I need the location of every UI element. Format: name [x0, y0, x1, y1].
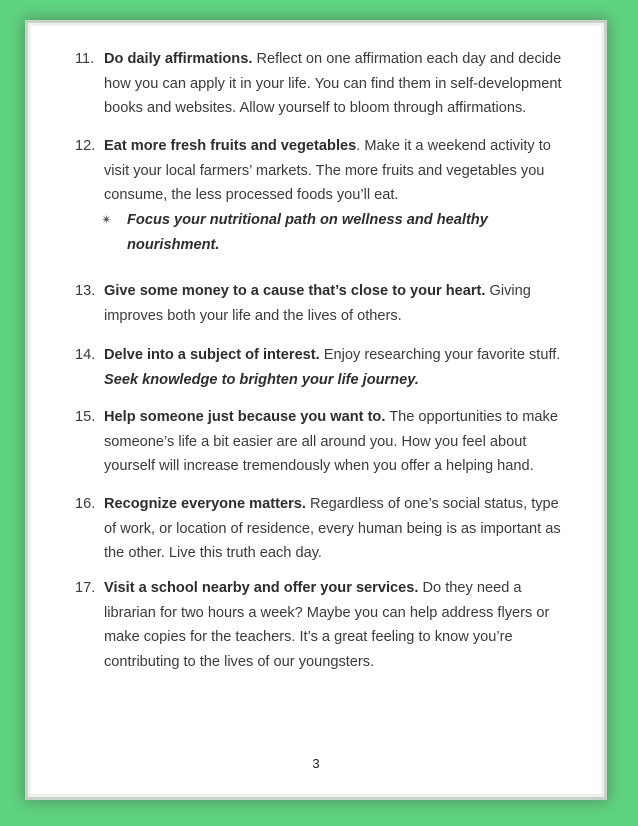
item-text: Do they need a librarian for two hours a week? Maybe you can help address flyers or make copies for the teachers. It’s a great feeling to know you’re contributing to the lives of our youngsters. — [104, 580, 550, 670]
document-page — [31, 26, 601, 794]
item-number: 14. — [75, 347, 96, 363]
item-number: 15. — [75, 409, 96, 425]
item-lead: Do daily affirmations. — [104, 51, 253, 67]
item-text: Giving improves both your life and the lives of others. — [104, 283, 531, 324]
item-number: 17. — [75, 580, 96, 596]
sub-bullet-text: Focus your nutritional path on wellness and healthy nourishment. — [127, 212, 488, 253]
item-number: 11. — [75, 51, 95, 67]
item-emphasis: Seek knowledge to brighten your life journey. — [104, 371, 419, 388]
item-number: 12. — [75, 138, 96, 154]
item-body — [104, 134, 566, 208]
item-lead: Delve into a subject of interest. — [104, 347, 320, 363]
item-body — [104, 405, 566, 479]
item-body — [104, 343, 566, 392]
item-body — [104, 47, 566, 121]
star-bullet-icon: ✴ — [101, 212, 112, 227]
item-number: 16. — [75, 496, 96, 512]
page-number: 3 — [312, 756, 320, 771]
item-lead: Visit a school nearby and offer your services. — [104, 580, 419, 596]
item-lead: Give some money to a cause that’s close to your heart. — [104, 283, 486, 299]
item-text: The opportunities to make someone’s life a bit easier are all around you. How you feel about yourself will increase tremendously when you offer a helping hand. — [104, 409, 558, 474]
item-lead: Eat more fresh fruits and vegetables — [104, 138, 357, 154]
item-text: Regardless of one’s social status, type of work, or location of residence, every human being is as important as the other. Live this truth each day. — [104, 496, 561, 561]
item-text: . Make it a weekend activity to visit your local farmers’ markets. The more fruits and vegetables you consume, the less processed foods you’ll eat. — [104, 138, 551, 203]
item-lead: Recognize everyone matters. — [104, 496, 306, 512]
item-text: Enjoy researching your favorite stuff. — [319, 347, 561, 363]
item-body — [104, 492, 566, 566]
item-text: Reflect on one affirmation each day and decide how you can apply it in your life. You can find them in self-development books and websites. Allow yourself to bloom through affirmations. — [104, 51, 562, 116]
item-body — [104, 279, 566, 328]
item-lead: Help someone just because you want to. — [104, 409, 386, 425]
item-body — [104, 576, 566, 674]
item-number: 13. — [75, 283, 96, 299]
